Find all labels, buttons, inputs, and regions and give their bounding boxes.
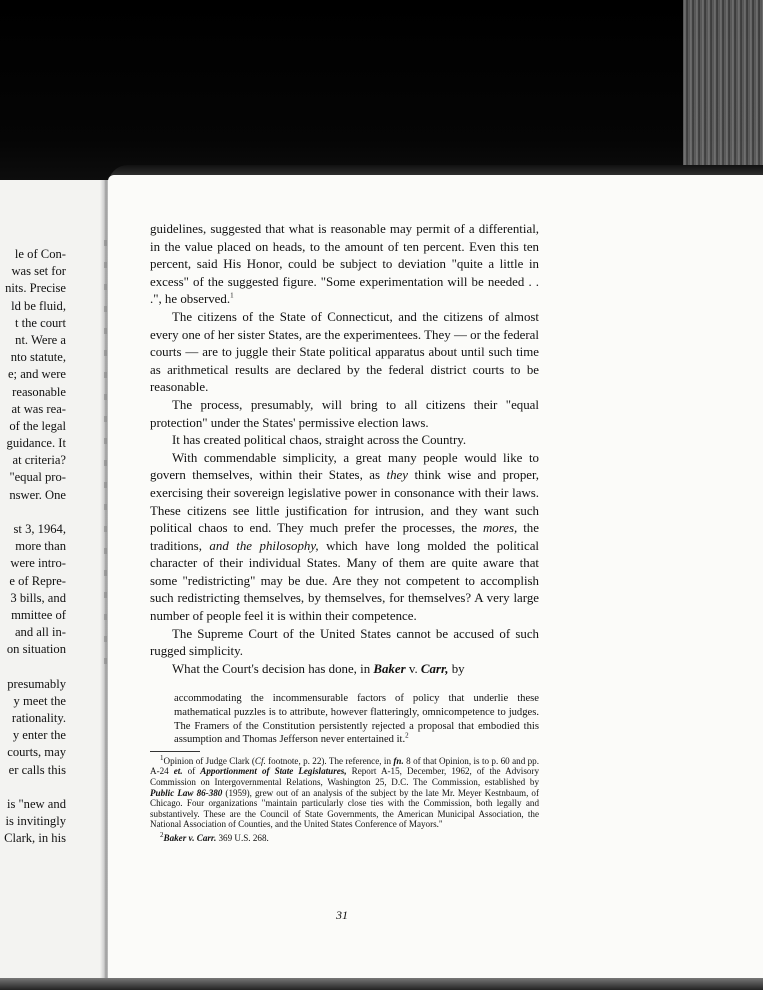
left-page-line: Clark, in his bbox=[4, 831, 66, 846]
p5-emphasis-mores: mores, bbox=[482, 521, 518, 536]
fn1-text-c: 8 of that Opinion, is to p. 60 and pp. A-24 bbox=[150, 755, 539, 777]
paragraph-3: The process, presumably, will bring to all citizens their "equal protection" under the States' permissive election laws. bbox=[150, 397, 539, 430]
paragraph-2: The citizens of the State of Connecticut, and the citizens of almost every one of her sister States, are the experimentees. They — or the federal courts — are to juggle their State political apparatus about until such time as arithmetical results are declared by the federal district courts to be reasonable. bbox=[150, 309, 539, 395]
left-page-line: is "new and bbox=[6, 797, 66, 811]
left-page-line: guidance. It bbox=[6, 436, 66, 451]
bottom-edge bbox=[0, 978, 763, 990]
footnote-1 bbox=[150, 753, 539, 830]
gutter-marks bbox=[104, 240, 107, 680]
left-page-line: le of Con- bbox=[14, 247, 66, 261]
paragraph-1 bbox=[150, 221, 539, 309]
left-page-line: is invitingly bbox=[5, 814, 66, 829]
p7-v: v. bbox=[405, 661, 421, 676]
main-text bbox=[150, 221, 539, 844]
left-page-line: e; and were bbox=[7, 367, 66, 382]
fn1-text-e: Report A-15, December, 1962, of the Advisory Commission on Intergovernmental Relations, Washington 25, D.C. The Commission, established by bbox=[150, 766, 539, 787]
footnotes bbox=[150, 753, 539, 844]
left-page-line: e of Repre- bbox=[9, 573, 66, 588]
p5-emphasis-philosophy: and the philosophy, bbox=[209, 538, 319, 553]
left-page-line: nswer. One bbox=[9, 487, 66, 502]
fn1-text-a: Opinion of Judge Clark ( bbox=[163, 755, 255, 766]
left-page-line bbox=[0, 504, 66, 521]
left-page-line: ld be fluid, bbox=[11, 298, 66, 313]
left-page-line: y enter the bbox=[12, 728, 66, 743]
paragraph-5 bbox=[150, 450, 539, 626]
fn1-text-d: of bbox=[182, 766, 201, 777]
left-page-line: was set for bbox=[11, 264, 66, 279]
p5-text-c: the traditions, bbox=[150, 521, 539, 553]
left-page-line: on situation bbox=[6, 642, 66, 657]
left-page-line: of the legal bbox=[9, 418, 66, 433]
left-page-line bbox=[0, 779, 66, 796]
left-page-line bbox=[0, 659, 66, 676]
left-page-line: reasonable bbox=[12, 384, 66, 399]
footnote-2 bbox=[150, 830, 539, 844]
footnote-1-number: 1 bbox=[160, 753, 164, 762]
left-page-line: mmittee of bbox=[11, 607, 66, 622]
paragraph-7 bbox=[150, 661, 539, 679]
footnote-rule bbox=[150, 751, 200, 752]
left-page-line: 3 bills, and bbox=[10, 590, 66, 605]
p7-case-baker: Baker bbox=[373, 661, 406, 676]
p5-text-d: which have long molded the political character of their individual States. Many of them are quite aware that some "redistricting" may be due. Are they not competent to accomplish such redistricting themselves, by themselves, for themselves? A very large number of people feel it is within their competence. bbox=[150, 538, 539, 624]
left-page-line: "equal pro- bbox=[9, 470, 66, 485]
footnote-ref-1: 1 bbox=[230, 292, 234, 301]
p7-text-b: by bbox=[448, 661, 465, 676]
fn1-public-law: Public Law 86-380 bbox=[150, 787, 223, 798]
left-page-line: nt. Were a bbox=[15, 332, 66, 347]
fn2-citation: 369 U.S. 268. bbox=[216, 832, 269, 843]
fn1-text-f: (1959), grew out of an analysis of the subject by the late Mr. Meyer Kestnbaum, of Chicago. Four organizations "maintain particularly close ties with the Commission, both legally and substantively. These are the Council of State Governments, the American Municipal Association, the National Association of Counties, and the United States Conference of Mayors." bbox=[150, 787, 539, 830]
left-page-line: at criteria? bbox=[12, 453, 66, 468]
fn2-case: Baker v. Carr. bbox=[163, 832, 217, 843]
p5-emphasis-they: they bbox=[386, 468, 408, 483]
left-page-line: more than bbox=[15, 539, 66, 554]
left-page-line: nto statute, bbox=[10, 350, 66, 365]
left-page-line: at was rea- bbox=[11, 401, 66, 416]
left-page-text bbox=[0, 246, 66, 848]
left-page-line: y meet the bbox=[13, 693, 66, 708]
p7-text-a: What the Court's decision has done, in bbox=[172, 661, 374, 676]
left-page-line: er calls this bbox=[8, 762, 66, 777]
p7-case-carr: Carr, bbox=[420, 661, 449, 676]
left-page-line: and all in- bbox=[14, 625, 66, 640]
fn1-es: et. bbox=[173, 766, 183, 777]
p5-text-b: think wise and proper, exercising their sovereign legislative power in consonance with their laws. These citizens see little justification for intrusion, and they want such political chaos to end. They much prefer the processes, the bbox=[150, 468, 539, 536]
paragraph-1-text: guidelines, suggested that what is reasonable may permit of a differential, in the value placed on heads, to the amount of ten percent. Even this ten percent, said His Honor, could be subject to deviation "quite a little in excess" of the suggested figure. "Some experimentation will be needed . . .", he observed. bbox=[150, 222, 539, 307]
left-page-line: courts, may bbox=[7, 745, 66, 760]
fn1-text-b: footnote, p. 22). The reference, in bbox=[265, 755, 394, 766]
fn1-cf: Cf. bbox=[254, 755, 266, 766]
fn1-fn: fn. bbox=[393, 755, 404, 766]
block-quote bbox=[174, 692, 539, 746]
block-quote-text: accommodating the incommensurable factors of policy that underlie these mathematical puzzles is to attribute, however flatteringly, omnicompetence to judges. The Framers of the Constitution persistently rejected a proposal that embodied this assumption and Thomas Jefferson never entertained it. bbox=[174, 693, 539, 746]
footnote-ref-2: 2 bbox=[405, 731, 409, 740]
left-page-line: presumably bbox=[7, 676, 66, 691]
left-page-line: rationality. bbox=[11, 711, 66, 726]
page-number: 31 bbox=[336, 908, 348, 922]
p5-text-a: With commendable simplicity, a great many people would like to govern themselves, within their States, as bbox=[150, 450, 539, 483]
paragraph-6: The Supreme Court of the United States cannot be accused of such rugged simplicity. bbox=[150, 626, 539, 659]
footnote-2-number: 2 bbox=[160, 830, 164, 839]
paragraph-4: It has created political chaos, straight across the Country. bbox=[172, 433, 467, 448]
left-page-line: were intro- bbox=[10, 556, 66, 571]
left-page-line: nits. Precise bbox=[5, 281, 66, 296]
left-page-line: st 3, 1964, bbox=[13, 522, 66, 536]
left-page-line: t the court bbox=[14, 315, 66, 330]
fn1-report-title: Apportionment of State Legislatures, bbox=[200, 766, 347, 777]
